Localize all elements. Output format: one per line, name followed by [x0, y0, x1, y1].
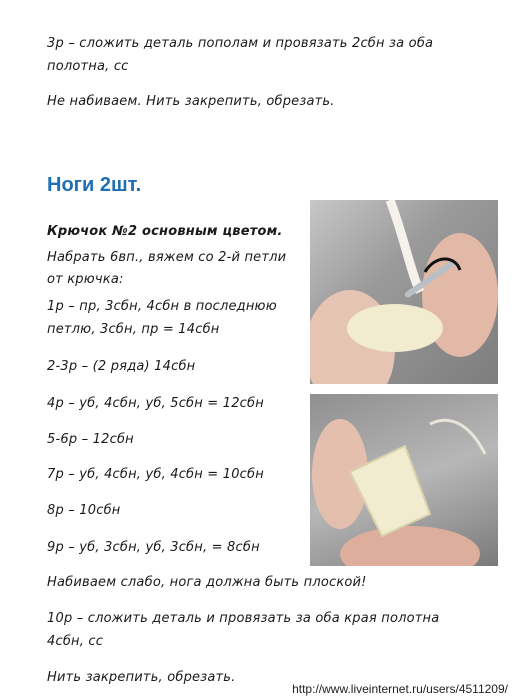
crochet-piece	[347, 304, 443, 352]
hook-instruction: Крючок №2 основным цветом.	[47, 224, 283, 239]
source-url: http://www.liveinternet.ru/users/4511209/	[292, 682, 508, 696]
instruction-line: Не набиваем. Нить закрепить, обрезать.	[47, 94, 335, 109]
instruction-line: от крючка:	[47, 272, 124, 287]
instruction-line: Набрать 6вп., вяжем со 2-й петли	[47, 250, 287, 265]
row-instruction: 5-6р – 12сбн	[47, 432, 134, 447]
row-instruction: 7р – уб, 4сбн, уб, 4сбн = 10сбн	[47, 467, 264, 482]
instruction-line: Нить закрепить, обрезать.	[47, 670, 236, 685]
row-instruction: 8р – 10сбн	[47, 503, 121, 518]
row-instruction: 1р – пр, 3сбн, 4сбн в последнюю	[47, 299, 277, 314]
section-heading: Ноги 2шт.	[47, 174, 142, 196]
row-instruction: 9р – уб, 3сбн, уб, 3сбн, = 8сбн	[47, 540, 260, 555]
instruction-line: 4сбн, сс	[47, 634, 104, 649]
yarn-strand	[430, 420, 485, 454]
crochet-photo-piece	[310, 394, 498, 566]
row-instruction: петлю, 3сбн, пр = 14сбн	[47, 322, 220, 337]
instruction-line: Набиваем слабо, нога должна быть плоской!	[47, 575, 367, 590]
instruction-line: 3р – сложить деталь пополам и провязать 2сбн за оба	[47, 36, 434, 51]
instruction-line: полотна, сс	[47, 59, 129, 74]
row-instruction: 4р – уб, 4сбн, уб, 5сбн = 12сбн	[47, 396, 264, 411]
crochet-photo-hook	[310, 200, 498, 384]
yarn-strand	[390, 200, 420, 292]
finger-shape	[340, 526, 480, 566]
row-instruction: 10р – сложить деталь и провязать за оба края полотна	[47, 611, 440, 626]
row-instruction: 2-3р – (2 ряда) 14сбн	[47, 359, 196, 374]
